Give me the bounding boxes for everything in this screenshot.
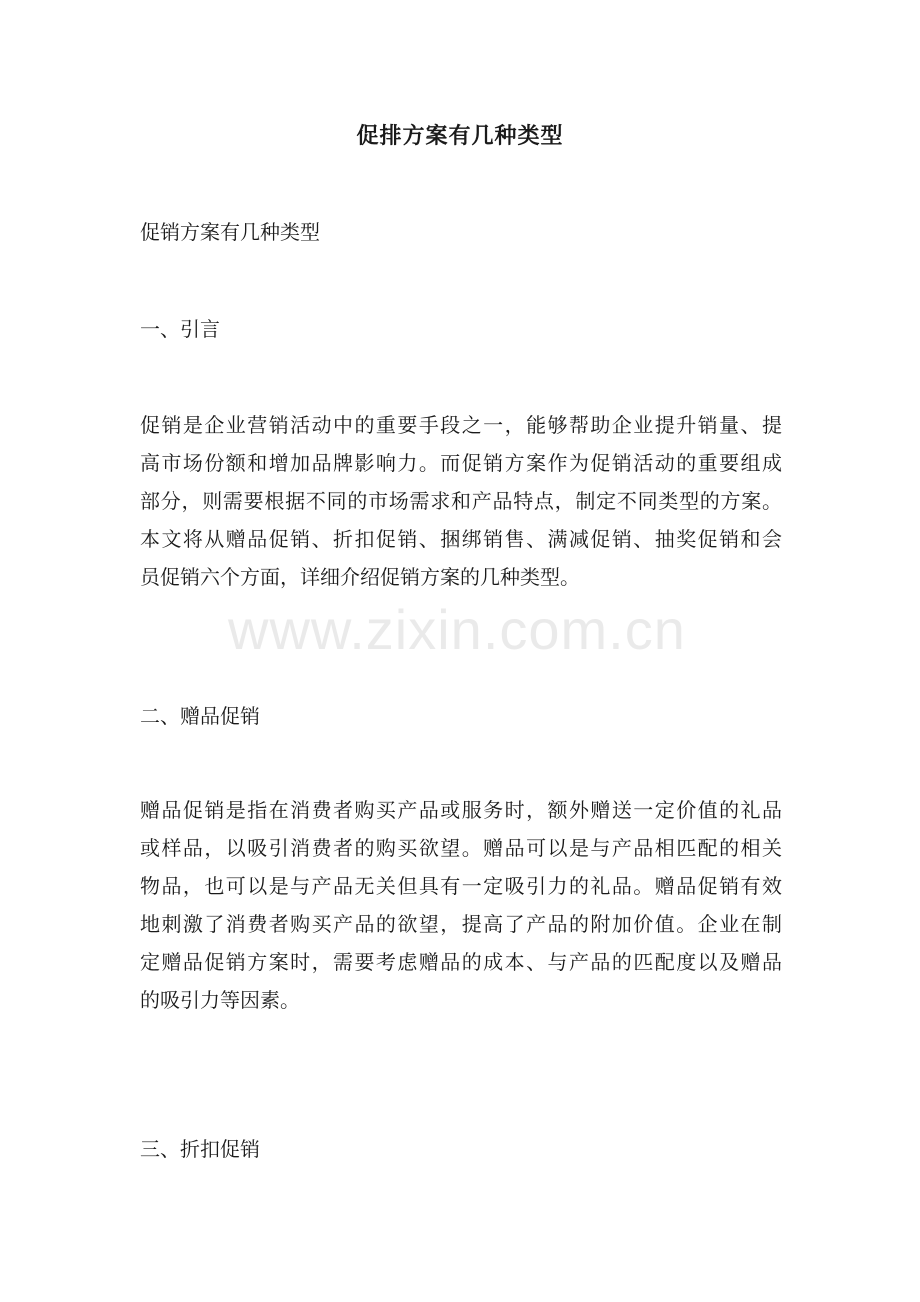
paragraph-line: 员促销六个方面，详细介绍促销方案的几种类型。 xyxy=(140,565,580,589)
paragraph-gift-promotion xyxy=(140,791,782,1019)
paragraph-line: 部分，则需要根据不同的市场需求和产品特点，制定不同类型的方案。 xyxy=(140,489,782,513)
watermark-text: www.zixin.com.cn xyxy=(228,598,686,661)
document-title: 促排方案有几种类型 xyxy=(356,123,564,149)
paragraph-line: 的吸引力等因素。 xyxy=(140,988,300,1012)
paragraph-line: 高市场份额和增加品牌影响力。而促销方案作为促销活动的重要组成 xyxy=(140,451,782,475)
paragraph-line: 地刺激了消费者购买产品的欲望，提高了产品的附加价值。企业在制 xyxy=(140,912,782,936)
section-heading-introduction: 一、引言 xyxy=(140,317,220,341)
paragraph-line: 促销是企业营销活动中的重要手段之一，能够帮助企业提升销量、提 xyxy=(140,413,782,437)
paragraph-introduction xyxy=(140,406,782,596)
paragraph-line: 本文将从赠品促销、折扣促销、捆绑销售、满减促销、抽奖促销和会 xyxy=(140,527,782,551)
paragraph-line: 定赠品促销方案时，需要考虑赠品的成本、与产品的匹配度以及赠品 xyxy=(140,950,782,974)
paragraph-line: 物品，也可以是与产品无关但具有一定吸引力的礼品。赠品促销有效 xyxy=(140,874,782,898)
section-heading-discount-promotion: 三、折扣促销 xyxy=(140,1137,260,1161)
paragraph-line: 或样品，以吸引消费者的购买欲望。赠品可以是与产品相匹配的相关 xyxy=(140,836,782,860)
document-subtitle: 促销方案有几种类型 xyxy=(140,220,320,244)
paragraph-line: 赠品促销是指在消费者购买产品或服务时，额外赠送一定价值的礼品 xyxy=(140,798,782,822)
section-heading-gift-promotion: 二、赠品促销 xyxy=(140,704,260,728)
